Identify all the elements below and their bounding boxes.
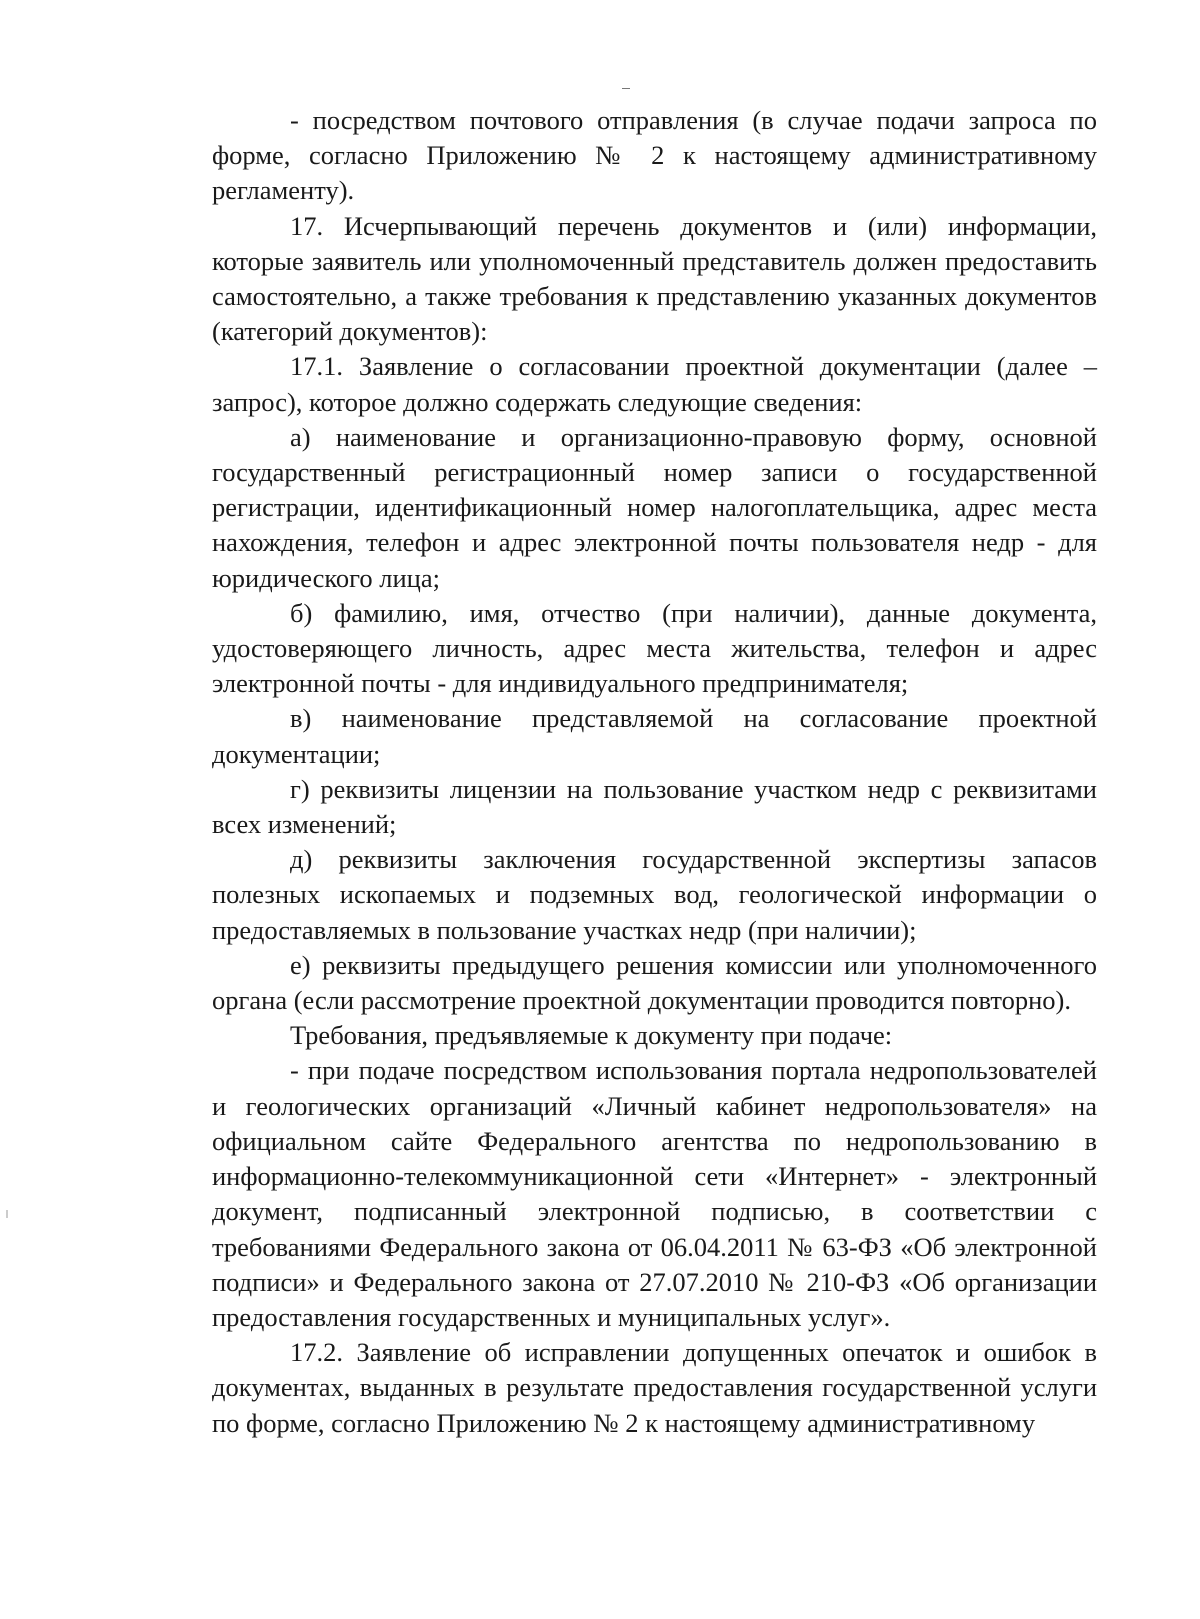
paragraph-17-1-application: 17.1. Заявление о согласовании проектной документации (далее – запрос), которое должно содержать следующие сведения: bbox=[212, 351, 1097, 417]
paragraph-requirements-heading: Требования, предъявляемые к документу при подаче: bbox=[290, 1020, 893, 1051]
scan-artifact bbox=[6, 1210, 8, 1218]
paragraph-electronic-submission: - при подаче посредством использования портала недропользователей и геологических организаций «Личный кабинет недропользователя» на официальном сайте Федерального агентства по недропользованию в информационно-телекоммуникационной сети «Интернет» - электронный документ, подписанный электронной подписью, в соответствии с требованиями Федерального закона от 06.04.2011 № 63-ФЗ «Об электронной подписи» и Федерального закона от 27.07.2010 № 210-ФЗ «Об организации предоставления государственных и муниципальных услуг». bbox=[212, 1055, 1097, 1332]
paragraph-item-v: в) наименование представляемой на согласование проектной документации; bbox=[212, 703, 1097, 769]
scan-artifact bbox=[622, 88, 630, 89]
paragraph-item-e: е) реквизиты предыдущего решения комиссии или уполномоченного органа (если рассмотрение проектной документации проводится повторно). bbox=[212, 949, 1097, 1016]
paragraph-17-document-list: 17. Исчерпывающий перечень документов и (или) информации, которые заявитель или уполномоченный представитель должен предоставить самостоятельно, а также требования к представлению указанных документов (категорий документов): bbox=[212, 210, 1097, 347]
paragraph-item-a: а) наименование и организационно-правовую форму, основной государственный регистрационный номер записи о государственной регистрации, идентификационный номер налогоплательщика, адрес места нахождения, телефон и адрес электронной почты пользователя недр - для юридического лица; bbox=[212, 421, 1097, 593]
document-page bbox=[212, 103, 1097, 1441]
paragraph-17-2-correction: 17.2. Заявление об исправлении допущенных опечаток и ошибок в документах, выданных в результате предоставления государственной услуги по форме, согласно Приложению № 2 к настоящему административному bbox=[212, 1337, 1097, 1438]
paragraph-item-b: б) фамилию, имя, отчество (при наличии), данные документа, удостоверяющего личность, адрес места жительства, телефон и адрес электронной почты - для индивидуального предпринимателя; bbox=[212, 597, 1097, 699]
paragraph-item-d: д) реквизиты заключения государственной экспертизы запасов полезных ископаемых и подземных вод, геологической информации о предоставляемых в пользование участках недр (при наличии); bbox=[212, 844, 1097, 945]
paragraph-item-g: г) реквизиты лицензии на пользование участком недр с реквизитами всех изменений; bbox=[212, 773, 1097, 840]
paragraph-postal-submission: - посредством почтового отправления (в случае подачи запроса по форме, согласно Приложению № 2 к настоящему административному регламенту). bbox=[212, 105, 1097, 206]
